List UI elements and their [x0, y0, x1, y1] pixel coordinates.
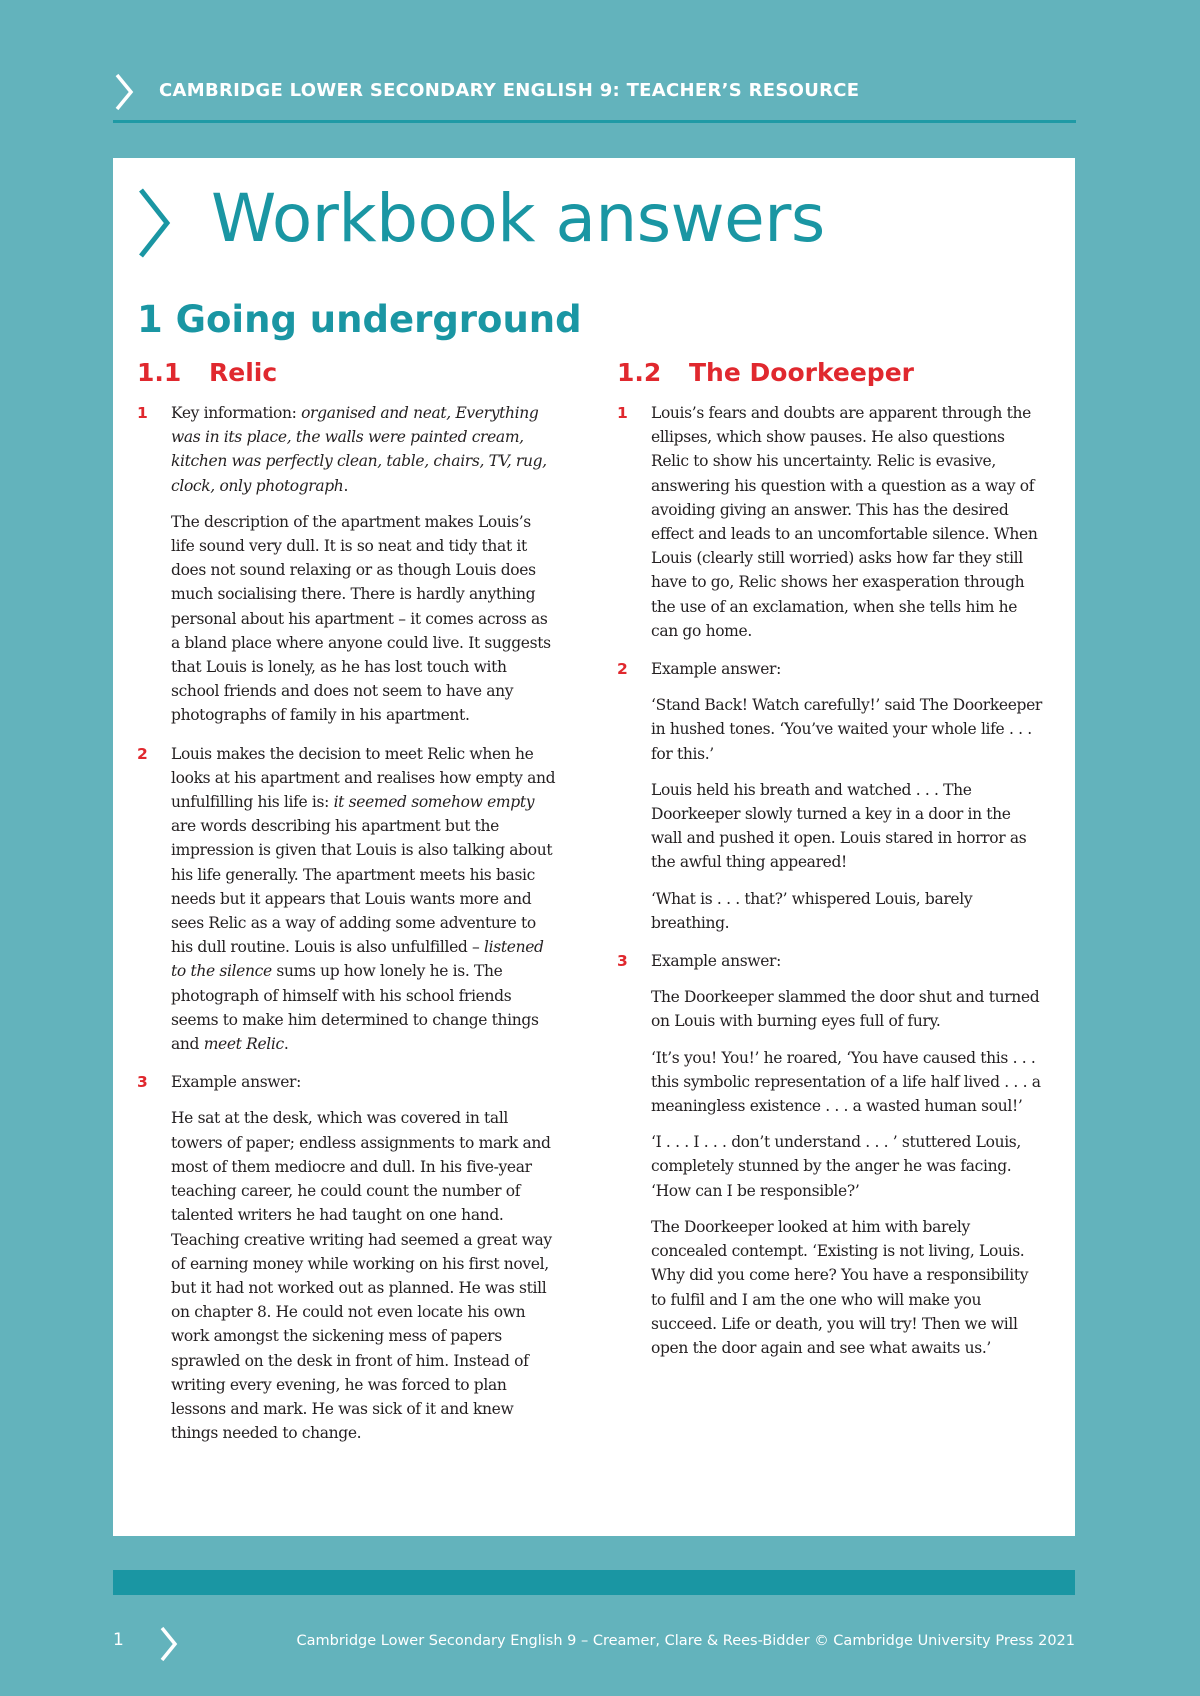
question-item: [137, 742, 557, 1057]
right-column: [617, 358, 1045, 1374]
chevron-right-icon: [113, 72, 135, 112]
question-number: 2: [617, 660, 628, 679]
question-number: 3: [617, 952, 628, 971]
section-heading-doorkeeper: [617, 358, 1045, 387]
answer-text: Louis makes the decision to meet Relic when he looks at his apartment and realises how empty and unfulfilling his life is:: [171, 744, 556, 812]
left-column: [137, 358, 557, 1459]
question-number: 1: [137, 404, 148, 422]
running-header: [113, 70, 1076, 123]
answer-paragraph: The Doorkeeper looked at him with barely concealed contempt. ‘Existing is not living, Louis. Why did you come here? You have a responsibility to fulfil and I am the one who will make you succeed. Life or death, you will try! Then we will open the door again and see what awaits us.’: [651, 1217, 1029, 1357]
question-item: [137, 401, 557, 728]
question-item: [617, 401, 1045, 643]
quoted-text: organised and neat, Everything was in its place, the walls were painted cream, kitchen was perfectly clean, table, chairs, TV, rug, clock, only photograph: [171, 404, 547, 495]
answer-text: .: [283, 1035, 289, 1054]
section-title: Relic: [209, 358, 278, 387]
answer-text: are words describing his apartment but the impression is given that Louis is also talking about his life generally. The apartment meets his basic needs but it appears that Louis wants more and sees Relic as a way of adding some adventure to his dull routine. Louis is also unfulfilled –: [171, 817, 553, 957]
section-title: The Doorkeeper: [689, 358, 914, 387]
quoted-text: meet Relic: [203, 1035, 284, 1054]
question-number: 3: [137, 1073, 148, 1092]
page-number: 1: [113, 1630, 124, 1650]
quoted-text: it seemed somehow empty: [333, 793, 535, 812]
question-item: [617, 949, 1045, 1360]
answer-paragraph: ‘Stand Back! Watch carefully!’ said The Doorkeeper in hushed tones. ‘You’ve waited your whole life . . . for this.’: [651, 696, 1042, 763]
footer-credit: Cambridge Lower Secondary English 9 – Creamer, Clare & Rees-Bidder © Cambridge University Press 2021: [296, 1633, 1075, 1649]
section-number: 1.1: [137, 358, 182, 387]
answer-paragraph: [171, 401, 557, 498]
footer-band: [113, 1570, 1075, 1595]
answer-text: .: [343, 476, 349, 495]
answer-label: Example answer:: [651, 660, 781, 679]
question-item: [617, 657, 1045, 935]
answer-paragraph: [171, 742, 557, 1057]
page-title: Workbook answers: [211, 180, 825, 257]
question-item: [137, 1070, 557, 1445]
header-title: CAMBRIDGE LOWER SECONDARY ENGLISH 9: TEACHER’S RESOURCE: [159, 80, 860, 101]
unit-title: 1 Going underground: [137, 298, 582, 341]
answer-text: Key information:: [171, 404, 302, 422]
answer-label: Example answer:: [651, 952, 781, 971]
answer-label: Example answer:: [171, 1073, 301, 1092]
quoted-text: listened to the silence: [171, 938, 544, 981]
answer-paragraph: ‘It’s you! You!’ he roared, ‘You have caused this . . . this symbolic representation of a life half lived . . . a meaningless existence . . . a wasted human soul!’: [651, 1048, 1041, 1116]
answer-paragraph: He sat at the desk, which was covered in tall towers of paper; endless assignments to mark and most of them mediocre and dull. In his five-year teaching career, he could count the number of talented writers he had taught on one hand. Teaching creative writing had seemed a great way of earning money while working on his first novel, but it had not worked out as planned. He was still on chapter 8. He could not even locate his own work amongst the sickening mess of papers sprawled on the desk in front of him. Instead of writing every evening, he was forced to plan lessons and mark. He was sick of it and knew things needed to change.: [171, 1109, 552, 1443]
answer-paragraph: ‘I . . . I . . . don’t understand . . . ’ stuttered Louis, completely stunned by the anger he was facing. ‘How can I be responsible?’: [651, 1133, 1021, 1200]
answer-paragraph: Louis held his breath and watched . . . The Doorkeeper slowly turned a key in a door in the wall and pushed it open. Louis stared in horror as the awful thing appeared!: [651, 780, 1027, 872]
chevron-right-icon: [135, 186, 175, 260]
page-content: [113, 158, 1075, 1536]
question-number: 2: [137, 744, 148, 763]
answer-paragraph: ‘What is . . . that?’ whispered Louis, barely breathing.: [651, 889, 973, 932]
answer-paragraph: The description of the apartment makes Louis’s life sound very dull. It is so neat and tidy that it does not sound relaxing or as though Louis does much socialising there. There is hardly anything personal about his apartment – it comes across as a bland place where anyone could live. It suggests that Louis is lonely, as he has lost touch with school friends and does not seem to have any photographs of family in his apartment.: [171, 512, 551, 725]
answer-text: sums up how lonely he is. The photograph of himself with his school friends seems to make him determined to change things and: [171, 962, 539, 1054]
section-heading-relic: [137, 358, 557, 387]
answer-paragraph: The Doorkeeper slammed the door shut and turned on Louis with burning eyes full of fury.: [651, 988, 1040, 1031]
question-number: 1: [617, 404, 628, 422]
answer-paragraph: Louis’s fears and doubts are apparent through the ellipses, which show pauses. He also questions Relic to show his uncertainty. Relic is evasive, answering his question with a question as a way of avoiding giving an answer. This has the desired effect and leads to an uncomfortable silence. When Louis (clearly still worried) asks how far they still have to go, Relic shows her exasperation through the use of an exclamation, when she tells him he can go home.: [651, 404, 1038, 640]
section-number: 1.2: [617, 358, 662, 387]
chevron-right-icon: [158, 1625, 180, 1663]
